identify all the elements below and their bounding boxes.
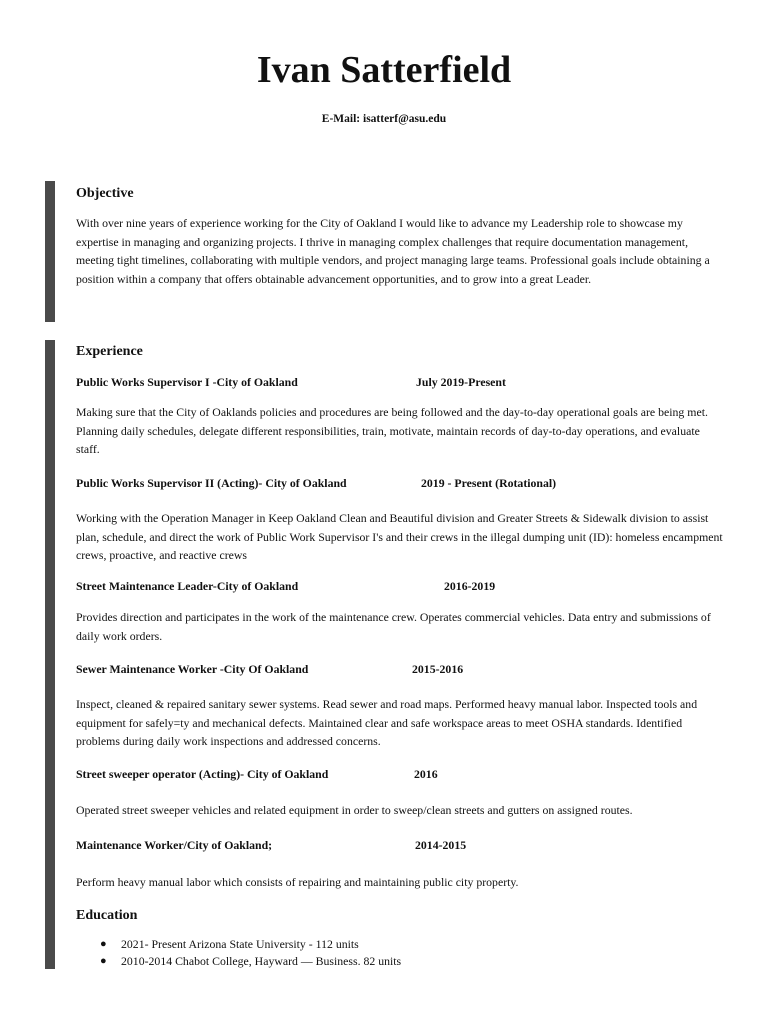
job-description: Working with the Operation Manager in Keep Oakland Clean and Beautiful division and Greater Streets & Sidewalk division to assist plan, schedule, and direct the work of Public Work Supervisor I's and their crews in the illegal dumping unit (ID): homeless encampment crews, proactive, and reactive crews [76,511,723,562]
list-item [76,953,401,970]
job-description: Provides direction and participates in the work of the maintenance crew. Operates commercial vehicles. Data entry and submissions of daily work orders. [76,610,711,643]
job-dates: 2016 [414,767,438,781]
job-dates: 2015-2016 [412,662,464,676]
job-title: Sewer Maintenance Worker -City Of Oakland [76,662,309,676]
experience-accent-bar [45,340,55,969]
job-dates: 2016-2019 [444,579,496,593]
job-dates: 2019 - Present (Rotational) [421,476,557,490]
job-description: Operated street sweeper vehicles and related equipment in order to sweep/clean streets and gutters on assigned routes. [76,803,633,817]
job-title: Maintenance Worker/City of Oakland; [76,838,273,852]
job-title: Public Works Supervisor II (Acting)- City of Oakland [76,476,347,490]
email-line: E-Mail: isatterf@asu.edu [321,113,447,125]
job-description: Inspect, cleaned & repaired sanitary sewer systems. Read sewer and road maps. Performed heavy manual labor. Inspected tools and equipment for safely=ty and mechanical defects. Maintained clear and safe workspace areas to meet OSHA standards. Identified problems during daily work inspections and addressed concerns. [76,697,698,748]
job-dates: 2014-2015 [415,838,467,852]
resume-name: Ivan Satterfield [256,49,512,91]
job-title: Public Works Supervisor I -City of Oakland [76,375,298,389]
education-entry: 2010-2014 Chabot College, Hayward — Business. 82 units [121,953,402,968]
list-item [76,936,401,953]
experience-heading: Experience [76,344,143,359]
education-list [76,936,401,969]
education-entry: 2021- Present Arizona State University - 112 units [121,937,359,951]
education-heading: Education [76,908,138,923]
job-title: Street sweeper operator (Acting)- City of Oakland [76,767,329,781]
job-dates: July 2019-Present [416,375,506,389]
bullet-icon: ● [100,954,107,967]
job-description: Perform heavy manual labor which consists of repairing and maintaining public city property. [76,875,519,889]
objective-accent-bar [45,181,55,322]
objective-text: With over nine years of experience working for the City of Oakland I would like to advance my Leadership role to showcase my expertise in managing and organizing projects. I thrive in managing complex challenges that require documentation management, meeting tight timelines, collaborating with multiple vendors, and project managing large teams. Professional goals include obtaining a position within a company that offers obtainable advancement opportunities, and to grow into a great Leader. [76,216,710,286]
job-description: Making sure that the City of Oaklands policies and procedures are being followed and the day-to-day operational goals are being met. Planning daily schedules, delegate different responsibilities, train, motivate, maintain records of day-to-day operations, and evaluate staff. [76,405,708,456]
objective-heading: Objective [76,186,134,201]
bullet-icon: ● [100,938,107,950]
job-title: Street Maintenance Leader-City of Oakland [76,579,299,593]
